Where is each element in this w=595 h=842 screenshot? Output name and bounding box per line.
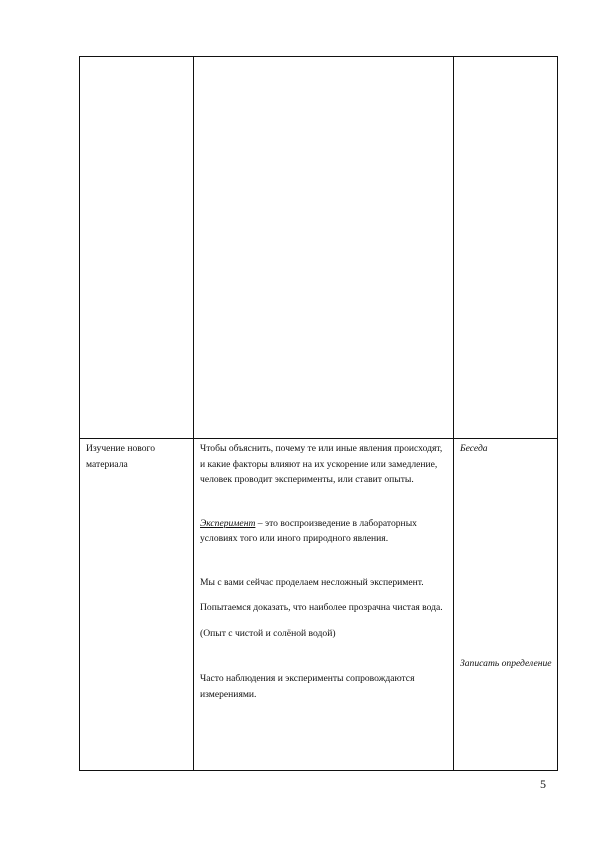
stage-label: Изучение нового материала — [86, 443, 156, 470]
content-paragraph-measurements: Часто наблюдения и эксперименты сопровождаются измерениями. — [200, 673, 415, 700]
content-paragraph-goal: Попытаемся доказать, что наиболее прозрачна чистая вода. — [200, 602, 443, 613]
content-paragraph-note: (Опыт с чистой и солёной водой) — [200, 627, 336, 639]
table-cell-content-empty — [194, 57, 454, 439]
lesson-plan-table — [79, 56, 558, 771]
table-cell-form — [454, 439, 558, 771]
content-paragraph-experiment: Мы с вами сейчас проделаем несложный эксперимент. — [200, 576, 424, 588]
table-cell-content — [194, 439, 454, 771]
form-note-write-definition: Записать определение — [460, 657, 552, 669]
definition-term: Эксперимент — [200, 517, 256, 529]
table-cell-form-empty — [454, 57, 558, 439]
page-number: 5 — [540, 777, 546, 791]
table-cell-stage — [80, 439, 194, 771]
definition-text: – это воспроизведение в лабораторных условиях того или иного природного явления. — [200, 517, 417, 544]
content-paragraph-definition — [200, 516, 449, 547]
form-note-conversation: Беседа — [460, 443, 488, 454]
table-row — [80, 439, 558, 771]
table-row — [80, 57, 558, 439]
content-paragraph-intro: Чтобы объяснить, почему те или иные явления происходят, и какие факторы влияют на их ускорение или замедление, человек проводит эксперименты, или ставит опыты. — [200, 443, 443, 485]
table-cell-stage-empty — [80, 57, 194, 439]
